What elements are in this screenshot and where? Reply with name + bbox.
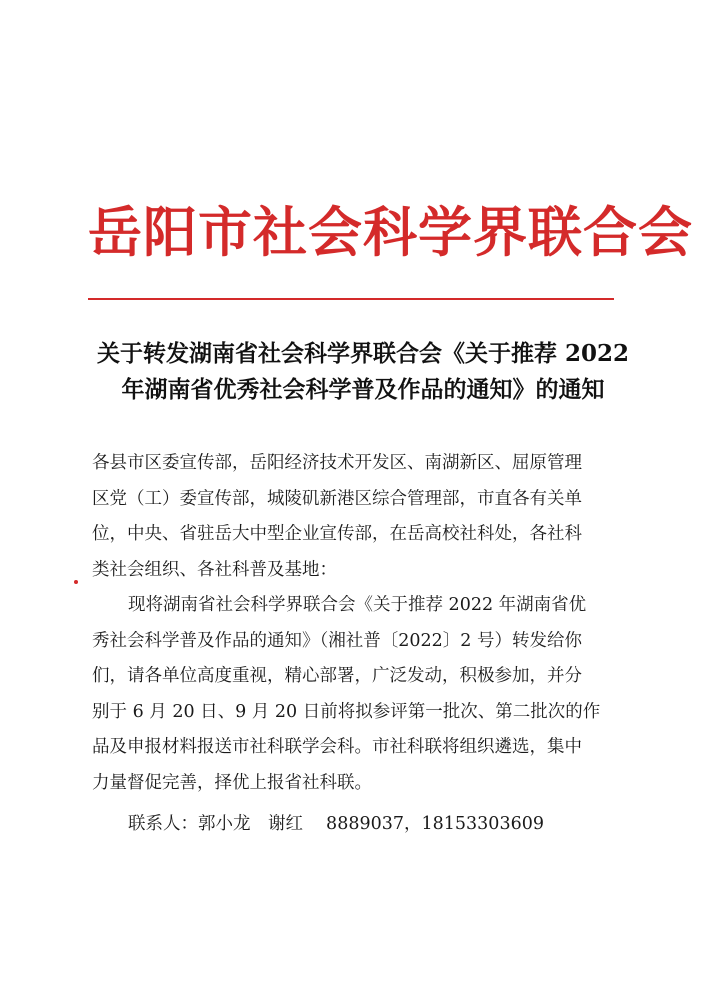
document-body: [92, 446, 632, 843]
document-title-line-1: 关于转发湖南省社会科学界联合会《关于推荐 2022: [96, 340, 630, 367]
letterhead-red-rule: [88, 298, 614, 300]
body-line-3: 们，请各单位高度重视，精心部署，广泛发动，积极参加，并分: [92, 666, 582, 686]
letterhead-org-name: 岳阳市社会科学界联合会: [88, 200, 693, 264]
document-title: [78, 336, 648, 408]
body-line-4: 别于 6 月 20 日、9 月 20 日前将拟参评第一批次、第二批次的作: [92, 701, 601, 722]
contact-line: 联系人：郭小龙 谢红 8889037，18153303609: [128, 814, 544, 834]
body-line-6: 力量督促完善，择优上报省社科联。: [92, 772, 372, 793]
document-title-line-2: 年湖南省优秀社会科学普及作品的通知》的通知: [121, 376, 605, 403]
margin-mark: [74, 580, 78, 584]
recipients-line-4: 类社会组织、各社科普及基地：: [92, 559, 337, 580]
recipients-line-3: 位，中央、省驻岳大中型企业宣传部，在岳高校社科处，各社科: [92, 524, 582, 544]
body-line-2: 秀社会科学普及作品的通知》（湘社普〔2022〕2 号）转发给你: [92, 630, 582, 651]
recipients-line-1: 各县市区委宣传部，岳阳经济技术开发区、南湖新区、屈原管理: [92, 453, 582, 473]
body-line-5: 品及申报材料报送市社科联学会科。市社科联将组织遴选，集中: [92, 737, 582, 757]
recipients-line-2: 区党（工）委宣传部，城陵矶新港区综合管理部，市直各有关单: [92, 488, 582, 509]
body-line-1: 现将湖南省社会科学界联合会《关于推荐 2022 年湖南省优: [128, 595, 587, 615]
